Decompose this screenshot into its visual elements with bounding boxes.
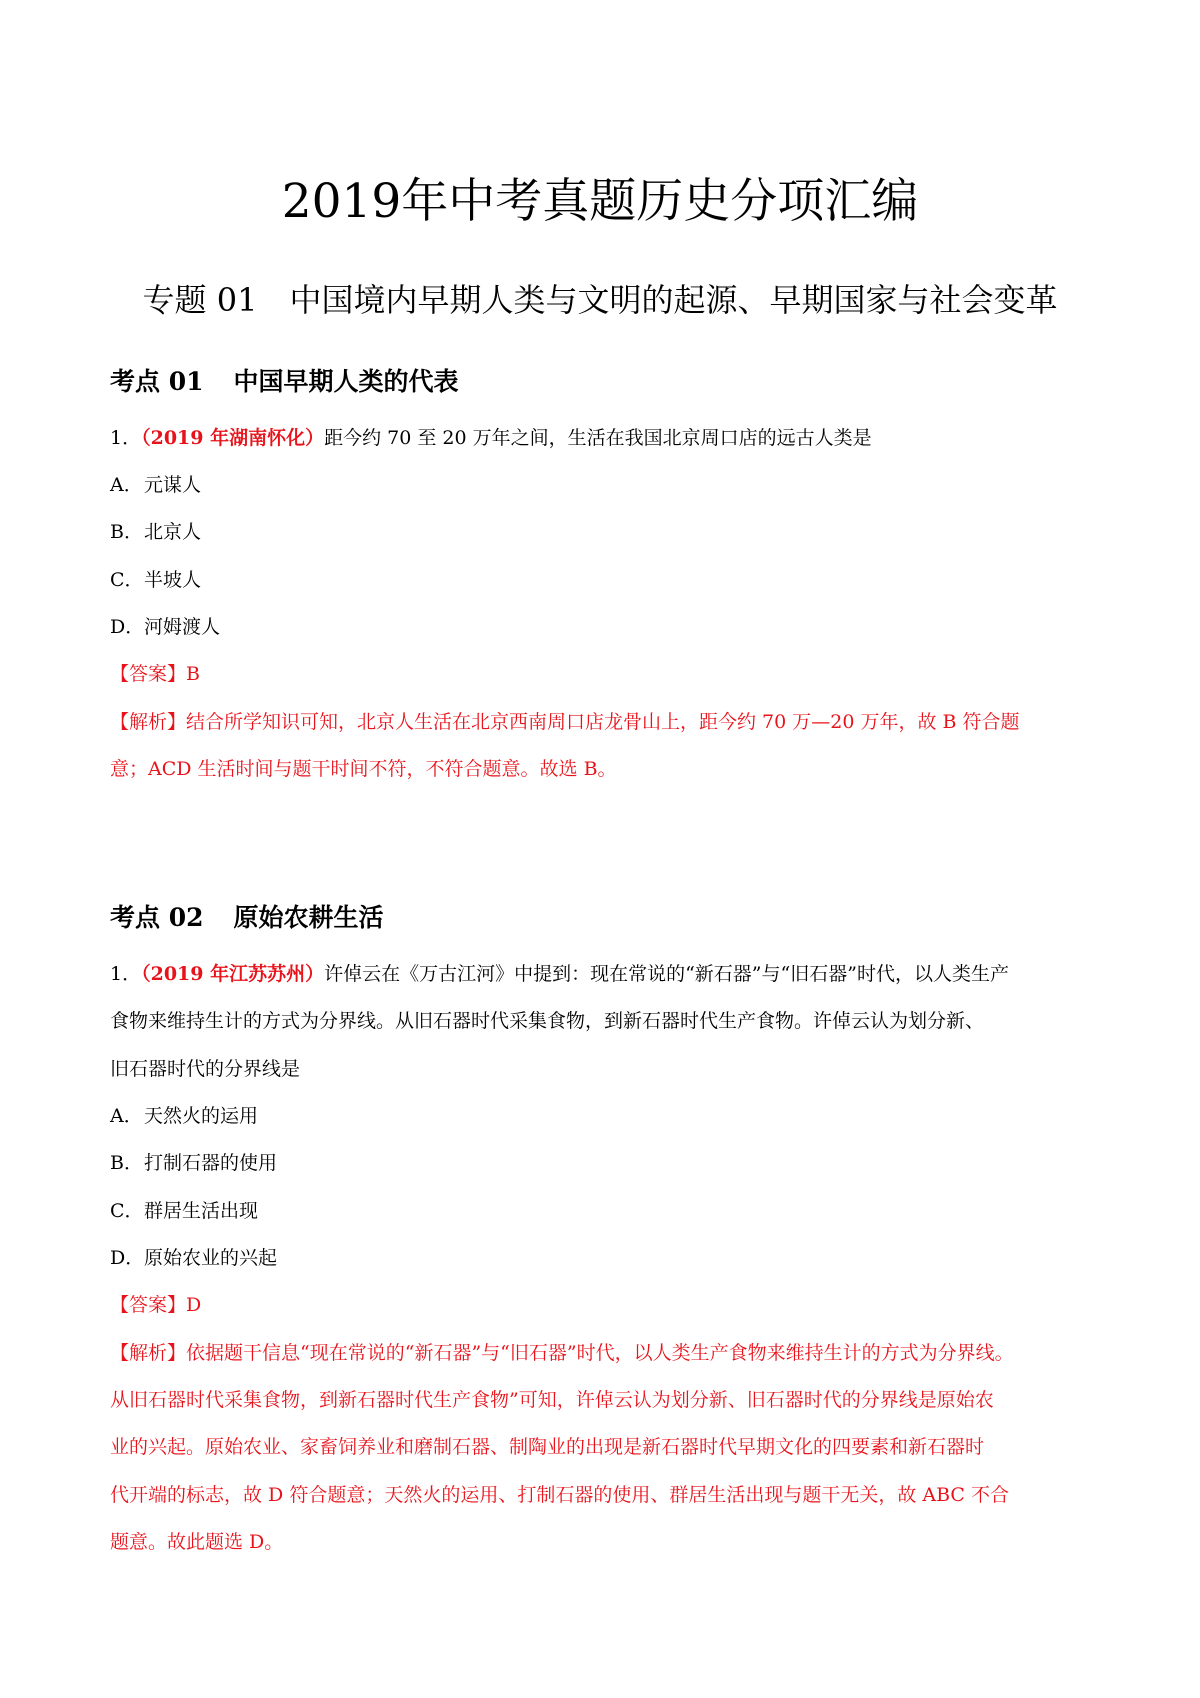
analysis-line: 代开端的标志，故 D 符合题意；天然火的运用、打制石器的使用、群居生活出现与题干无关，故 ABC 不合 (110, 1484, 1009, 1506)
answer-label: 【答案】 (110, 663, 187, 685)
answer-line (110, 659, 1100, 689)
section-title: 原始农耕生活 (233, 903, 384, 932)
option-d: D．河姆渡人 (110, 616, 221, 638)
question-stem (110, 423, 1100, 453)
analysis-line: 从旧石器时代采集食物，到新石器时代生产食物”可知，许倬云认为划分新、旧石器时代的分界线是原始农 (110, 1389, 994, 1411)
analysis-label: 【解析】 (110, 1342, 187, 1364)
analysis-line: 业的兴起。原始农业、家畜饲养业和磨制石器、制陶业的出现是新石器时代早期文化的四要素和新石器时 (110, 1436, 985, 1458)
analysis-line: 意；ACD 生活时间与题干时间不符，不符合题意。故选 B。 (110, 758, 617, 780)
subtitle-text: 中国境内早期人类与文明的起源、早期国家与社会变革 (289, 281, 1058, 319)
question-stem (110, 959, 1100, 989)
question-source: （2019 年湖南怀化） (141, 427, 325, 449)
section-title: 中国早期人类的代表 (233, 367, 459, 396)
option-d: D．原始农业的兴起 (110, 1247, 278, 1269)
document-title: 2019年中考真题历史分项汇编 (281, 174, 919, 229)
analysis-line: 题意。故此题选 D。 (110, 1531, 284, 1553)
answer-line (110, 1290, 1100, 1320)
answer-label: 【答案】 (110, 1294, 187, 1316)
question-source: （2019 年江苏苏州） (141, 963, 325, 985)
option-a: A．天然火的运用 (110, 1105, 259, 1127)
stem-line: 许倬云在《万古江河》中提到：现在常说的“新石器”与“旧石器”时代，以人类生产 (324, 963, 1009, 985)
document-subtitle (0, 278, 1200, 322)
stem-line: 距今约 70 至 20 万年之间，生活在我国北京周口店的远古人类是 (324, 427, 872, 449)
section-label: 考点 02 (110, 903, 204, 932)
section-heading-02 (110, 900, 384, 936)
analysis-line: 【解析】结合所学知识可知，北京人生活在北京西南周口店龙骨山上，距今约 70 万—20 万年，故 B 符合题 (110, 711, 1020, 733)
answer-value: D (186, 1294, 202, 1316)
subtitle-topic: 专题 01 (142, 281, 258, 319)
stem-line: 食物来维持生计的方式为分界线。从旧石器时代采集食物，到新石器时代生产食物。许倬云认为划分新、 (110, 1010, 985, 1032)
option-b: B．北京人 (110, 521, 202, 543)
section-heading-01 (110, 364, 459, 400)
option-c: C．半坡人 (110, 569, 202, 591)
answer-value: B (186, 663, 200, 685)
analysis-label: 【解析】 (110, 711, 187, 733)
option-c: C．群居生活出现 (110, 1200, 259, 1222)
option-a: A．元谋人 (110, 474, 202, 496)
section-label: 考点 01 (110, 367, 204, 396)
question-number: 1． (110, 963, 142, 985)
analysis-line: 【解析】依据题干信息“现在常说的“新石器”与“旧石器”时代，以人类生产食物来维持生计的方式为分界线。 (110, 1342, 1014, 1364)
option-b: B．打制石器的使用 (110, 1152, 278, 1174)
question-number: 1． (110, 427, 142, 449)
stem-line: 旧石器时代的分界线是 (110, 1058, 301, 1080)
